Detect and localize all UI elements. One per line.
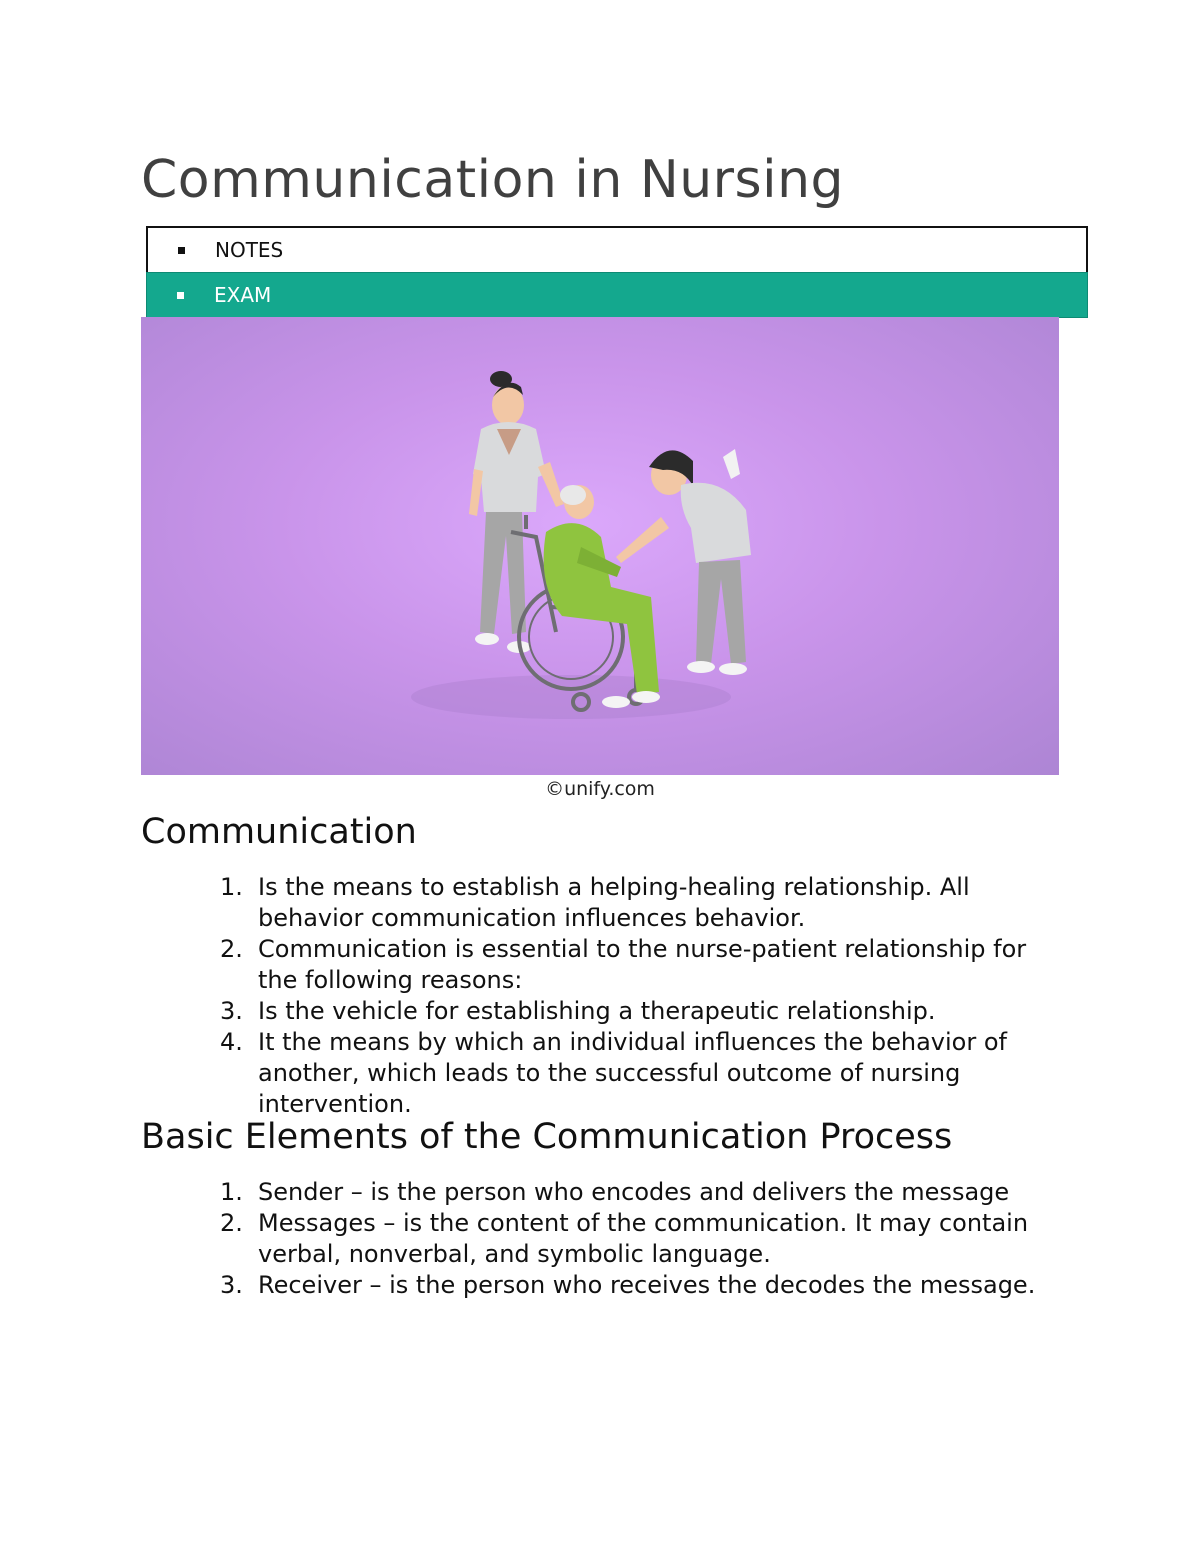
- section-heading-basic-elements: Basic Elements of the Communication Process: [141, 1117, 953, 1157]
- tab-notes[interactable]: [146, 226, 1088, 272]
- page-title: Communication in Nursing: [141, 150, 845, 210]
- nurses-wheelchair-illustration: [141, 317, 1059, 775]
- list-item: 2. Communication is essential to the nurse-patient relationship for the following reasons:: [220, 935, 1027, 994]
- tab-exam[interactable]: [146, 272, 1088, 318]
- list-item: 3. Receiver – is the person who receives the decodes the message.: [220, 1271, 1036, 1299]
- square-bullet-icon: [177, 292, 184, 299]
- tab-exam-label: EXAM: [214, 283, 272, 307]
- image-caption: ©unify.com: [545, 778, 655, 800]
- list-item: 1. Is the means to establish a helping-healing relationship. All behavior communication influences behavior.: [220, 873, 970, 932]
- tab-notes-label: NOTES: [215, 238, 284, 262]
- banner-image: [141, 317, 1059, 775]
- list-item: 4. It the means by which an individual influences the behavior of another, which leads to the successful outcome of nursing intervention.: [220, 1028, 1007, 1118]
- square-bullet-icon: [178, 247, 185, 254]
- basic-elements-list: [220, 1177, 1070, 1301]
- list-item: 3. Is the vehicle for establishing a therapeutic relationship.: [220, 997, 936, 1025]
- section-heading-communication: Communication: [141, 812, 417, 852]
- communication-list: [220, 872, 1070, 1120]
- patient-figure: [544, 485, 660, 708]
- list-item: 1. Sender – is the person who encodes and delivers the message: [220, 1178, 1010, 1206]
- tab-bar: [146, 226, 1088, 318]
- list-item: 2. Messages – is the content of the communication. It may contain verbal, nonverbal, and symbolic language.: [220, 1209, 1029, 1268]
